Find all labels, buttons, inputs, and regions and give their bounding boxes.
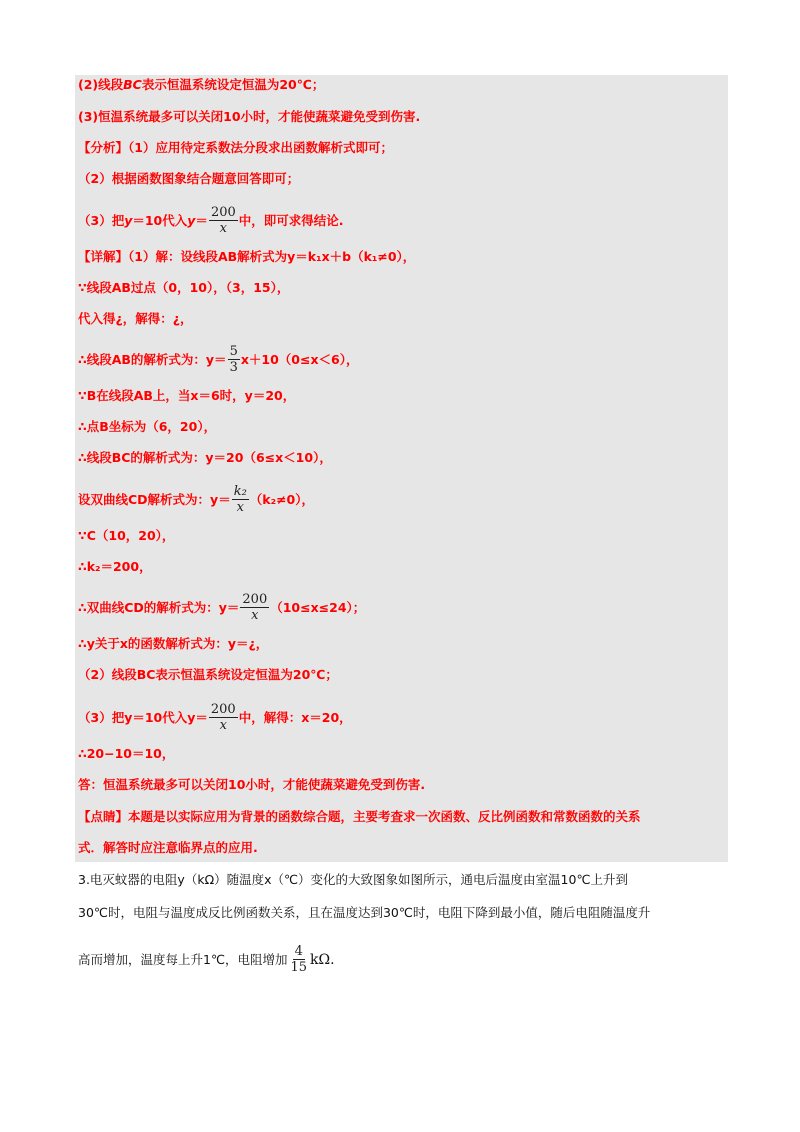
detail-line-12: ∴y关于x的函数解析式为：y＝¿， [78,636,269,651]
numerator: 200 [210,702,236,717]
comment-line-2: 式．解答时应注意临界点的应用. [78,840,258,855]
denominator: x [251,608,259,623]
numerator: 200 [242,592,268,607]
text: y [187,212,196,228]
detail-line-14 [78,702,352,733]
numerator: 200 [210,205,236,220]
detail-line-1: 【详解】（1）解：设线段AB解析式为y＝k₁x＋b（k₁≠0）， [78,249,416,264]
fraction-k2-over-x [232,484,249,515]
text: BC [123,77,142,92]
denominator: x [219,221,228,236]
text: kΩ. [310,951,335,968]
detail-line-9: ∵C（10，20）， [78,528,175,543]
text: （k₂≠0）， [249,491,315,507]
text: ＝10代入 [132,212,188,228]
problem-3-line-1: 3.电灭蚊器的电阻y（kΩ）随温度x（℃）变化的大致图象如图所示，通电后温度由室温10℃上升到 [78,872,628,887]
text: ∴双曲线CD的解析式为：y＝ [78,599,240,615]
detail-line-13: （2）线段BC表示恒温系统设定恒温为20℃； [78,667,338,682]
text: （10≤x≤24）； [270,599,366,615]
text: 表示恒温系统设定恒温为20℃； [141,77,325,92]
text: （3）把 [78,212,125,228]
analysis-line-2: （2）根据函数图象结合题意回答即可； [78,171,300,186]
text: 高而增加，温度每上升1℃，电阻增加 [78,951,288,967]
fraction-5-over-3 [228,344,240,375]
fraction-200-over-x [209,702,238,733]
answer-line: 答：恒温系统最多可以关闭10小时，才能使蔬菜避免受到伤害. [78,777,426,792]
text: x＋10（0≤x＜6）， [240,351,359,367]
detail-line-8 [78,484,314,515]
solution-highlight-background [75,75,728,862]
denominator: 3 [229,360,238,375]
numerator: 5 [229,344,238,359]
problem-3-line-3 [78,944,335,975]
solution-line-1 [78,76,324,94]
text: 中，即可求得结论. [238,212,344,228]
detail-line-4 [78,344,358,375]
problem-3-line-2: 30℃时，电阻与温度成反比例函数关系，且在温度达到30℃时，电阻下降到最小值，随后电阻随温度升 [78,905,651,920]
solution-line-2: (3)恒温系统最多可以关闭10小时，才能使蔬菜避免受到伤害. [78,109,421,124]
text: 设双曲线CD解析式为：y＝ [78,491,231,507]
numerator: k₂ [233,484,247,499]
detail-line-11 [78,592,365,623]
analysis-line-1: 【分析】（1）应用待定系数法分段求出函数解析式即可； [78,140,393,155]
fraction-4-over-15 [289,944,310,975]
fraction-200-over-x [209,205,238,236]
detail-line-10: ∴k₂＝200， [78,559,152,574]
comment-line-1: 【点睛】本题是以实际应用为背景的函数综合题，主要考查求一次函数、反比例函数和常数函数的关系 [78,809,641,824]
text: ∴线段AB的解析式为：y＝ [78,351,227,367]
detail-line-3: 代入得¿，解得：¿， [78,311,193,326]
analysis-line-3 [78,205,344,236]
detail-line-2: ∵线段AB过点（0，10），（3，15）， [78,280,290,295]
text: ＝ [195,212,208,228]
detail-line-5: ∵B在线段AB上，当x＝6时，y＝20， [78,388,296,403]
text: （3）把y＝10代入y＝ [78,709,208,725]
text: y [124,212,133,228]
text: 中，解得：x＝20， [238,709,352,725]
denominator: x [236,500,244,515]
fraction-200-over-x [240,592,269,623]
denominator: x [219,718,227,733]
detail-line-7: ∴线段BC的解析式为：y＝20（6≤x＜10）， [78,450,332,465]
denominator: 15 [290,960,308,975]
detail-line-15: ∴20−10＝10， [78,746,175,761]
text: (2)线段 [78,77,124,92]
numerator: 4 [294,944,303,959]
detail-line-6: ∴点B坐标为（6，20）， [78,419,217,434]
